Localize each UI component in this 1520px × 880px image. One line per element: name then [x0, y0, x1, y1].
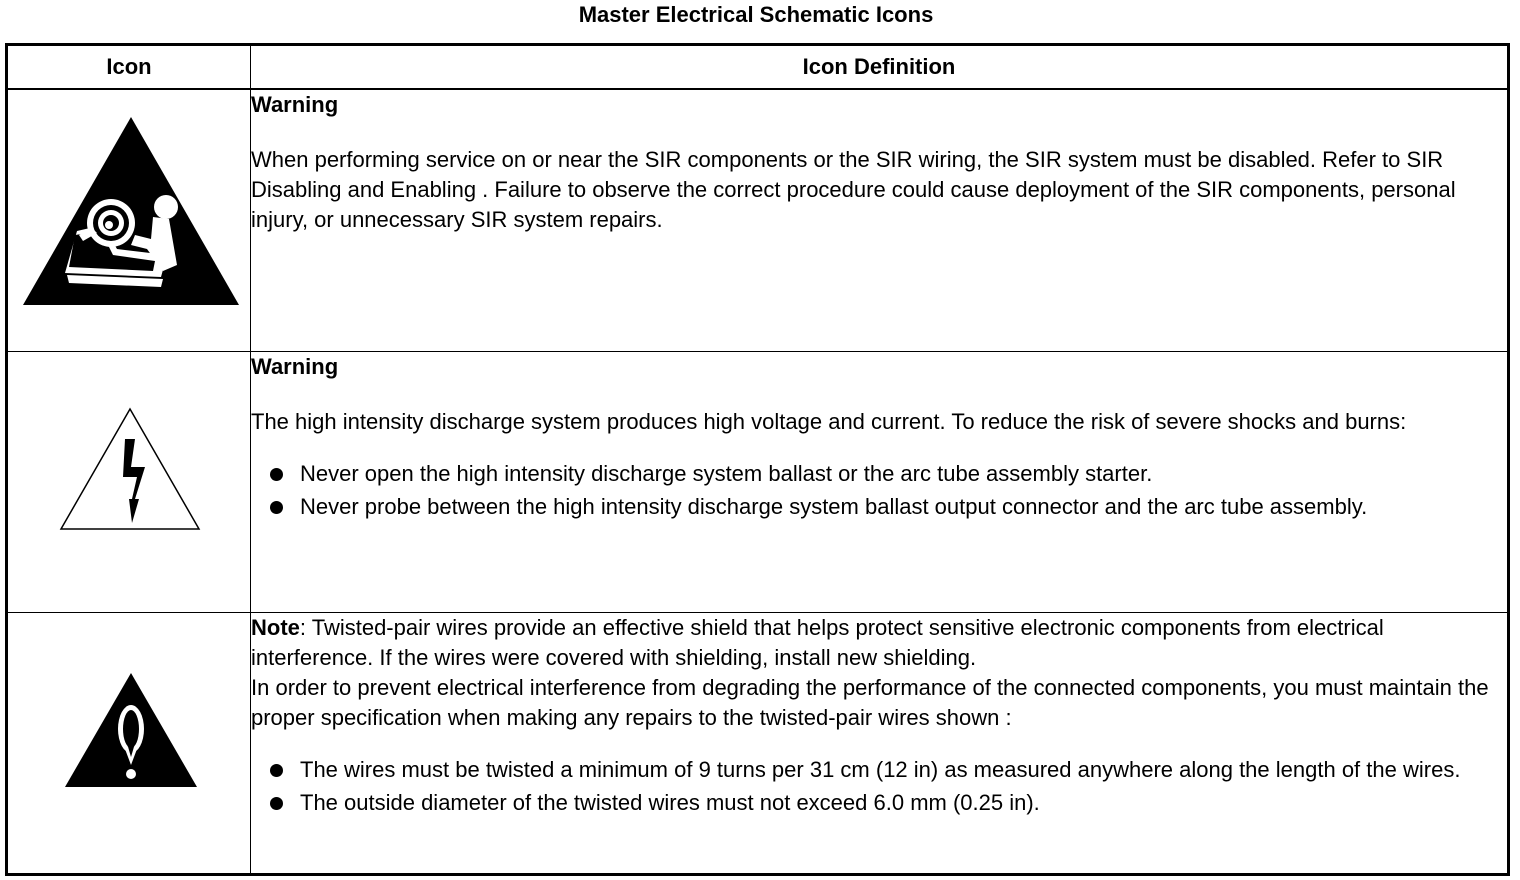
warning-heading: Warning: [251, 353, 339, 379]
list-item-text: The outside diameter of the twisted wires must not exceed 6.0 mm (0.25 in).: [300, 789, 1040, 815]
table-row: [7, 89, 1509, 351]
icon-cell: [7, 612, 251, 874]
table-row: [7, 612, 1509, 874]
list-item-text: The wires must be twisted a minimum of 9 turns per 31 cm (12 in) as measured anywhere along the length of the wires.: [300, 756, 1461, 782]
list-item: [251, 755, 1507, 785]
note-body: : Twisted-pair wires provide an effective shield that helps protect sensitive electronic components from electrical interference. If the wires were covered with shielding, install new shielding.: [251, 614, 1384, 670]
page-title: Master Electrical Schematic Icons: [578, 2, 934, 27]
header-icon: Icon: [7, 45, 251, 90]
warning-heading: Warning: [251, 92, 339, 117]
table-row: [7, 351, 1509, 612]
bullet-dot: [270, 501, 283, 514]
airbag-warning-icon: [21, 115, 241, 307]
header-definition: Icon Definition: [251, 45, 1509, 90]
bullet-list: [251, 459, 1507, 522]
bullet-dot: [270, 468, 283, 481]
list-item-text: Never open the high intensity discharge system ballast or the arc tube assembly starter.: [300, 460, 1153, 486]
list-item-text: Never probe between the high intensity discharge system ballast output connector and the arc tube assembly.: [300, 493, 1368, 519]
bullet-dot: [270, 764, 283, 777]
icon-cell: [7, 89, 251, 351]
list-item: [251, 788, 1507, 818]
warning-text: When performing service on or near the SIR components or the SIR wiring, the SIR system must be disabled. Refer to SIR Disabling and Enabling . Failure to observe the correct procedure could cause deployment of the SIR components, personal injury, or unnecessary SIR system repairs.: [251, 147, 1456, 232]
warning-text: The high intensity discharge system produces high voltage and current. To reduce the risk of severe shocks and burns:: [251, 408, 1407, 434]
high-voltage-warning-icon: [59, 407, 201, 531]
definition-cell: [251, 351, 1509, 612]
bullet-dot: [270, 797, 283, 810]
list-item: [251, 459, 1507, 489]
note-paragraph: In order to prevent electrical interference from degrading the performance of the connected components, you must maintain the proper specification when making any repairs to the twisted-pair wires shown :: [251, 674, 1489, 730]
caution-exclamation-icon: [63, 671, 199, 789]
list-item: [251, 492, 1507, 522]
icon-cell: [7, 351, 251, 612]
definition-cell: [251, 612, 1509, 874]
definition-cell: [251, 89, 1509, 351]
bullet-list: [251, 755, 1507, 818]
icons-table: [5, 43, 1510, 876]
table-header-row: [7, 45, 1509, 90]
note-text: [251, 613, 1507, 673]
note-label: Note: [251, 614, 300, 640]
